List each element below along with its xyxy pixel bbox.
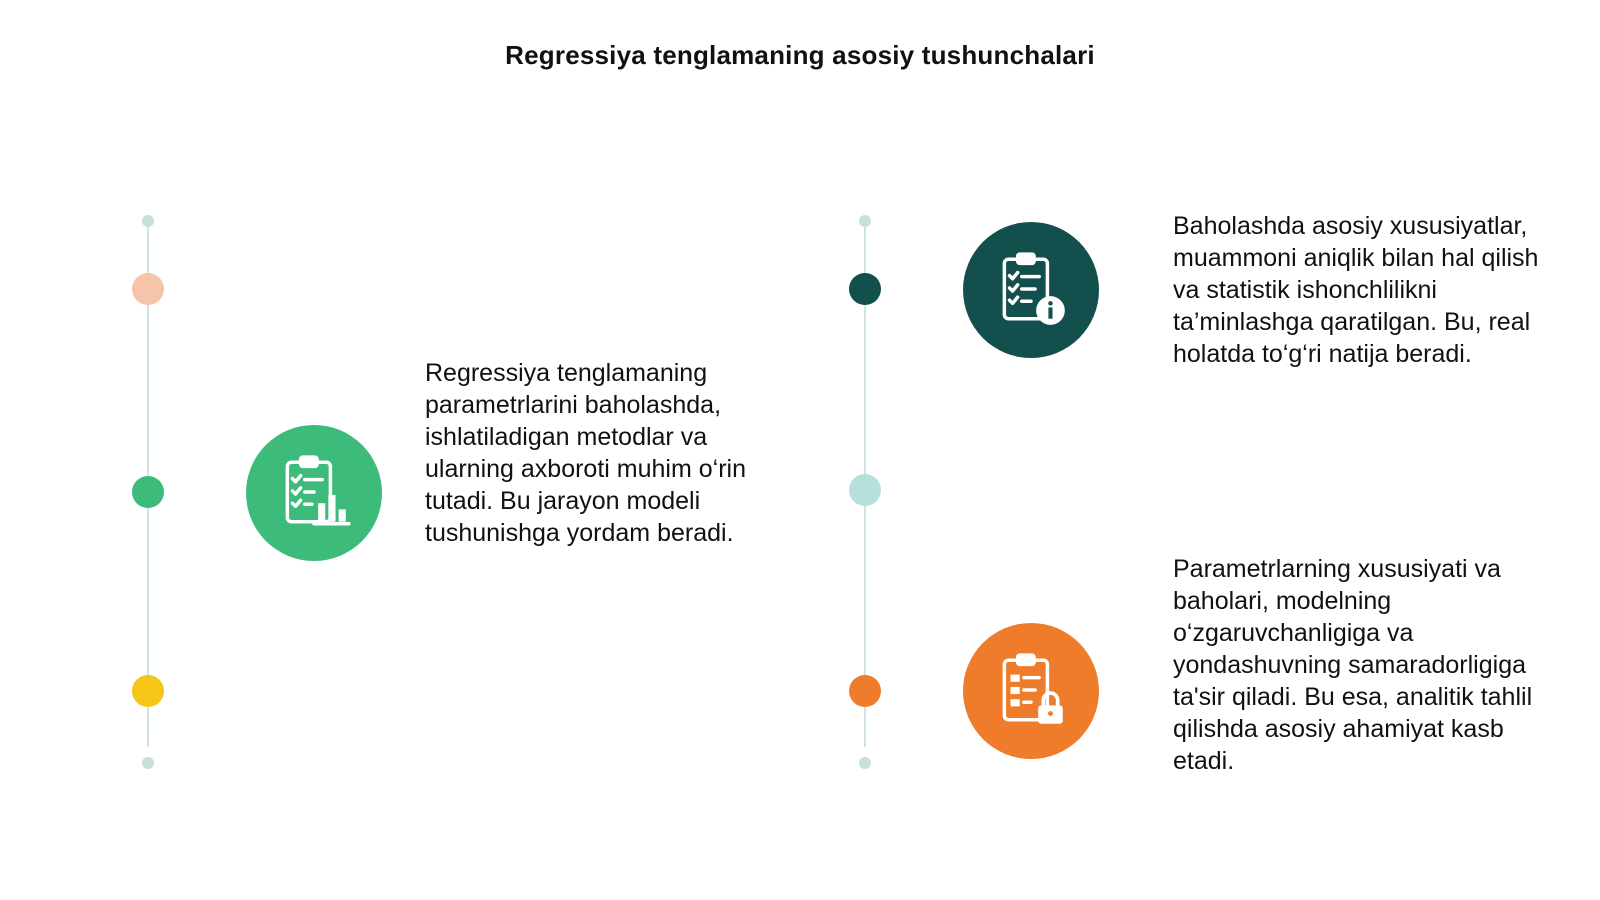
timeline-dot-1 <box>849 273 881 305</box>
timeline-dot-2 <box>849 474 881 506</box>
timeline-cap-bottom <box>142 757 154 769</box>
timeline-dot-1 <box>132 273 164 305</box>
timeline-dot-3 <box>849 675 881 707</box>
item-3-text: Parametrlarning xususiyati va baholari, modelning o‘zgaruvchanligiga va yondashuvning samaradorligiga ta'sir qiladi. Bu esa, analitik tahlil qilishda asosiy ahamiyat kasb etadi. <box>1173 555 1533 775</box>
clipboard-chart-icon <box>246 425 382 561</box>
page-title: Regressiya tenglamaning asosiy tushunchalari <box>505 40 1095 70</box>
timeline-cap-top <box>859 215 871 227</box>
timeline-cap-bottom <box>859 757 871 769</box>
clipboard-lock-icon <box>963 623 1099 759</box>
timeline-dot-3 <box>132 675 164 707</box>
timeline-dot-2 <box>132 476 164 508</box>
clipboard-info-icon <box>963 222 1099 358</box>
timeline-cap-top <box>142 215 154 227</box>
item-2-text: Baholashda asosiy xususiyatlar, muammoni aniqlik bilan hal qilish va statistik ishonchlilikni ta’minlashga qaratilgan. Bu, real holatda to‘g‘ri natija beradi. <box>1173 212 1539 368</box>
item-1-text: Regressiya tenglamaning parametrlarini baholashda, ishlatiladigan metodlar va ularning axboroti muhim o‘rin tutadi. Bu jarayon modeli tushunishga yordam beradi. <box>425 359 746 547</box>
